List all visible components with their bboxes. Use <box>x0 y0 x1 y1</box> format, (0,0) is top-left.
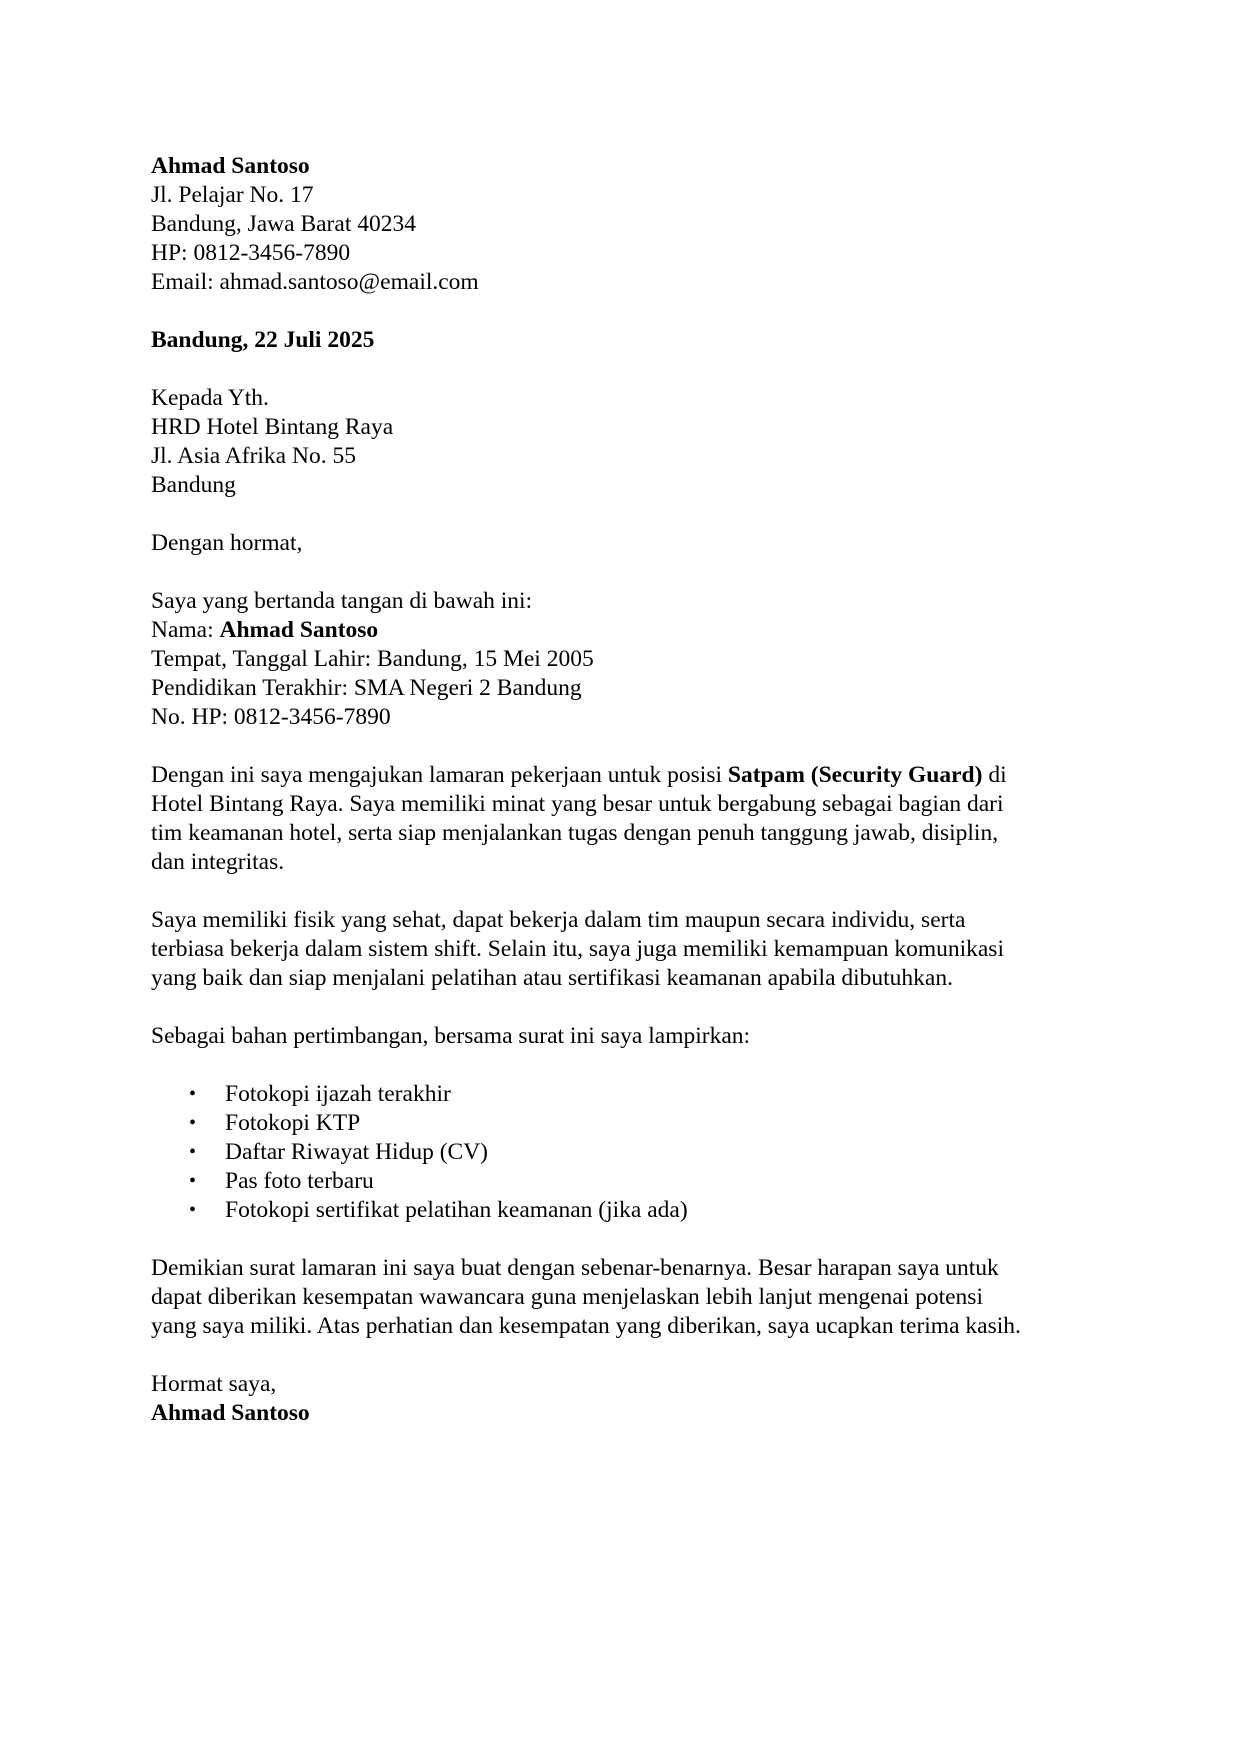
list-item <box>151 1080 1091 1109</box>
spacer <box>151 1051 1091 1080</box>
bullet-icon: • <box>189 1083 197 1105</box>
paragraph-closing-line1: Demikian surat lamaran ini saya buat dengan sebenar-benarnya. Besar harapan saya untuk <box>151 1255 999 1281</box>
recipient-salutation: Kepada Yth. <box>151 385 269 411</box>
recipient-block <box>151 384 1091 500</box>
list-item <box>151 1167 1091 1196</box>
paragraph-application-line1 <box>151 761 1091 790</box>
paragraph-application <box>151 761 1091 877</box>
attachment-label: Daftar Riwayat Hidup (CV) <box>225 1139 488 1165</box>
list-item <box>151 1196 1091 1225</box>
signoff-block <box>151 1370 1091 1428</box>
identity-name-row <box>151 616 1091 645</box>
paragraph-closing <box>151 1254 1091 1341</box>
signoff-closing: Hormat saya, <box>151 1371 277 1397</box>
spacer <box>151 355 1091 384</box>
sender-address-line1: Jl. Pelajar No. 17 <box>151 182 314 208</box>
paragraph-closing-line2: dapat diberikan kesempatan wawancara guna menjelaskan lebih lanjut mengenai potensi <box>151 1284 983 1310</box>
paragraph-application-line4: dan integritas. <box>151 849 285 875</box>
identity-block <box>151 587 1091 732</box>
spacer <box>151 558 1091 587</box>
spacer <box>151 732 1091 761</box>
recipient-line2: Jl. Asia Afrika No. 55 <box>151 443 356 469</box>
paragraph-qualifications <box>151 906 1091 993</box>
attachments-intro: Sebagai bahan pertimbangan, bersama surat ini saya lampirkan: <box>151 1023 751 1049</box>
attachments-list <box>151 1080 1091 1225</box>
attachment-label: Fotokopi KTP <box>225 1110 361 1136</box>
list-item <box>151 1109 1091 1138</box>
paragraph-application-line2: Hotel Bintang Raya. Saya memiliki minat yang besar untuk bergabung sebagai bagian dari <box>151 791 1004 817</box>
attachment-label: Fotokopi ijazah terakhir <box>225 1081 451 1107</box>
paragraph-qualifications-line1: Saya memiliki fisik yang sehat, dapat bekerja dalam tim maupun secara individu, serta <box>151 907 966 933</box>
greeting: Dengan hormat, <box>151 530 303 556</box>
sender-email: Email: ahmad.santoso@email.com <box>151 269 479 295</box>
spacer <box>151 877 1091 906</box>
sender-address-line2: Bandung, Jawa Barat 40234 <box>151 211 416 237</box>
paragraph-application-line1-pre: Dengan ini saya mengajukan lamaran pekerjaan untuk posisi <box>151 762 728 788</box>
spacer <box>151 297 1091 326</box>
letter-page <box>151 152 1091 1428</box>
bullet-icon: • <box>189 1170 197 1192</box>
paragraph-qualifications-line2: terbiasa bekerja dalam sistem shift. Selain itu, saya juga memiliki kemampuan komunikasi <box>151 936 1004 962</box>
paragraph-qualifications-line3: yang baik dan siap menjalani pelatihan atau sertifikasi keamanan apabila dibutuhkan. <box>151 965 953 991</box>
attachment-label: Pas foto terbaru <box>225 1168 374 1194</box>
sender-name: Ahmad Santoso <box>151 153 310 179</box>
spacer <box>151 500 1091 529</box>
signoff-name: Ahmad Santoso <box>151 1400 310 1426</box>
identity-name-value: Ahmad Santoso <box>219 617 379 643</box>
recipient-line3: Bandung <box>151 472 236 498</box>
sender-block <box>151 152 1091 297</box>
position-title: Satpam (Security Guard) <box>727 762 983 788</box>
paragraph-closing-line3: yang saya miliki. Atas perhatian dan kesempatan yang diberikan, saya ucapkan terima kasih. <box>151 1313 1021 1339</box>
identity-education: Pendidikan Terakhir: SMA Negeri 2 Bandung <box>151 675 582 701</box>
paragraph-application-line1-post: di <box>982 762 1007 788</box>
sender-phone: HP: 0812-3456-7890 <box>151 240 351 266</box>
attachment-label: Fotokopi sertifikat pelatihan keamanan (jika ada) <box>225 1197 688 1223</box>
identity-intro: Saya yang bertanda tangan di bawah ini: <box>151 588 533 614</box>
identity-phone: No. HP: 0812-3456-7890 <box>151 704 391 730</box>
letter-date: Bandung, 22 Juli 2025 <box>151 327 375 353</box>
spacer <box>151 1225 1091 1254</box>
paragraph-application-line3: tim keamanan hotel, serta siap menjalankan tugas dengan penuh tanggung jawab, disiplin, <box>151 820 999 846</box>
bullet-icon: • <box>189 1112 197 1134</box>
spacer <box>151 1341 1091 1370</box>
list-item <box>151 1138 1091 1167</box>
identity-name-label: Nama: <box>151 617 220 643</box>
identity-birth: Tempat, Tanggal Lahir: Bandung, 15 Mei 2005 <box>151 646 594 672</box>
bullet-icon: • <box>189 1199 197 1221</box>
recipient-line1: HRD Hotel Bintang Raya <box>151 414 394 440</box>
spacer <box>151 993 1091 1022</box>
bullet-icon: • <box>189 1141 197 1163</box>
